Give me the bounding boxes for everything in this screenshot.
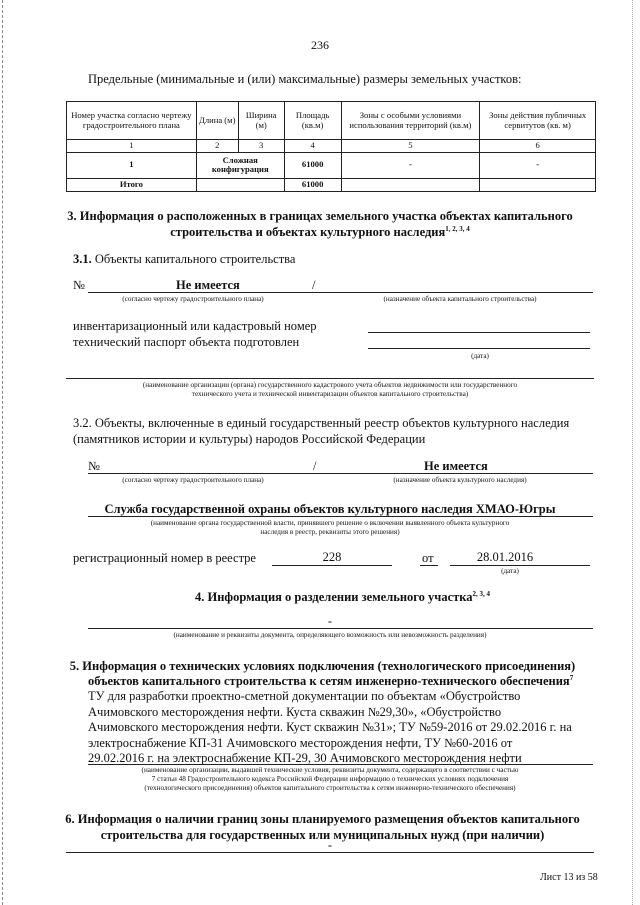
s31-title: 3.1. Объекты капитального строительства bbox=[73, 252, 296, 266]
section5-body-line: электроснабжение КП-31 Ачимовского месторождения нефти, ТУ №60-2016 от bbox=[88, 735, 513, 750]
table-cell: 61000 bbox=[284, 178, 341, 191]
table-row bbox=[67, 140, 596, 153]
table-cell bbox=[341, 178, 480, 191]
s31-not-present: Не имеется bbox=[176, 278, 240, 292]
s32-reg-label: регистрационный номер в реестре bbox=[73, 551, 256, 565]
s32-authority: Служба государственной охраны объектов культурного наследия ХМАО-Югры bbox=[104, 502, 556, 516]
section5-body-line: Ачимовского месторождения нефти. Куста скважин №29,30», «Обустройство bbox=[88, 704, 502, 719]
land-plot-sizes-table bbox=[66, 101, 596, 192]
page-number: 236 bbox=[311, 38, 329, 52]
table-cell: 3 bbox=[238, 140, 284, 153]
table-cell: 6 bbox=[480, 140, 596, 153]
table-row bbox=[67, 178, 596, 191]
table-row bbox=[67, 152, 596, 178]
s31-cap-right: (назначение объекта капитального строительства) bbox=[383, 295, 537, 303]
s32-authority-caption-line2: наследия в реестр, реквизиты этого решения) bbox=[260, 528, 400, 536]
table-header-cell: Зоны с особыми условиями использования территорий (кв.м) bbox=[341, 102, 480, 140]
section4-title: 4. Информация о разделении земельного участка$^{2, 3, 4}$ bbox=[195, 590, 491, 605]
s32-slash: / bbox=[313, 459, 317, 473]
section5-caption-line3: (технологического присоединения) объектов капитального строительства к сетям инженерно-технического обеспечения) bbox=[144, 784, 516, 792]
s31-inventory-label: инвентаризационный или кадастровый номер bbox=[73, 319, 317, 333]
table-cell: - bbox=[480, 152, 596, 178]
s32-reg-date: 28.01.2016 bbox=[476, 550, 534, 564]
section5-caption-line1: (наименование организации, выдавшей технические условия, реквизиты документа, содержащего в соответствии с частью bbox=[141, 766, 519, 774]
table-cell: Сложная конфигурация bbox=[196, 152, 284, 178]
s32-title-line1: 3.2. Объекты, включенные в единый государственный реестр объектов культурного наследия bbox=[73, 416, 570, 430]
s32-date-caption: (дата) bbox=[501, 567, 519, 575]
s32-cap-right: (назначение объекта культурного наследия) bbox=[393, 476, 527, 484]
intro-text: Предельные (минимальные и (или) максимальные) размеры земельных участков: bbox=[88, 72, 522, 86]
s31-cap-left: (согласно чертежу градостроительного плана) bbox=[122, 295, 264, 303]
table-header-cell: Номер участка согласно чертежу градостроительного плана bbox=[67, 102, 197, 140]
section5-body bbox=[88, 689, 598, 767]
section5-body-line: Ачимовского месторождения нефти. Куст скважин №31»; ТУ №59-2016 от 29.02.2016 г. на bbox=[88, 720, 572, 734]
section4-value: - bbox=[327, 614, 333, 628]
table-cell: 1 bbox=[67, 140, 197, 153]
s32-no-sign: № bbox=[88, 459, 100, 473]
s31-org-caption-line2: технического учета и технической инвентаризации объектов капитального строительства) bbox=[191, 390, 469, 398]
s32-title-line2: (памятников истории и культуры) народов Российской Федерации bbox=[73, 432, 426, 446]
section6-title-line2: строительства для государственных или муниципальных нужд (при наличии) bbox=[100, 828, 545, 842]
table-cell: Итого bbox=[67, 178, 197, 191]
section5-title-line2: объектов капитального строительства к сетям инженерно-технического обеспечения$^7$ bbox=[88, 674, 574, 689]
footer-sheet-number: Лист 13 из 58 bbox=[540, 872, 598, 883]
s32-authority-caption-line1: (наименование органа государственной власти, принявшего решение о включении выявленного объекта культурного bbox=[150, 519, 510, 527]
section6-value: - bbox=[327, 838, 333, 852]
table-header-row bbox=[67, 102, 596, 140]
left-page-edge bbox=[2, 0, 4, 905]
table-cell: 1 bbox=[67, 152, 197, 178]
s32-not-present: Не имеется bbox=[424, 459, 488, 473]
table-cell bbox=[196, 178, 284, 191]
table-header-cell: Зоны действия публичных сервитутов (кв. м) bbox=[480, 102, 596, 140]
table-cell: 61000 bbox=[284, 152, 341, 178]
s31-passport-label: технический паспорт объекта подготовлен bbox=[73, 335, 300, 349]
table-cell bbox=[480, 178, 596, 191]
section5-caption-line2: 7 статьи 48 Градостроительного кодекса Российской Федерации информацию о технических условиях подключения bbox=[151, 775, 509, 783]
s31-no-sign: № bbox=[73, 278, 85, 292]
table-cell: 4 bbox=[284, 140, 341, 153]
table-header-cell: Площадь (кв.м) bbox=[284, 102, 341, 140]
table-cell: - bbox=[341, 152, 480, 178]
section6-title-line1: 6. Информация о наличии границ зоны планируемого размещения объектов капитального bbox=[65, 812, 580, 826]
section3-title-line1: 3. Информация о расположенных в границах земельного участка объектах капитального bbox=[67, 209, 573, 223]
table-cell: 5 bbox=[341, 140, 480, 153]
section3-title-line2: строительства и объектах культурного наследия$^{1, 2, 3, 4}$ bbox=[170, 225, 470, 240]
table-cell: 2 bbox=[196, 140, 238, 153]
s31-date-caption: (дата) bbox=[471, 352, 489, 360]
s32-reg-number: 228 bbox=[322, 550, 342, 564]
s32-cap-left: (согласно чертежу градостроительного плана) bbox=[122, 476, 264, 484]
right-page-edge bbox=[632, 0, 634, 905]
section5-title-line1: 5. Информация о технических условиях подключения (технологического присоединения) bbox=[69, 659, 576, 673]
section5-body-line: ТУ для разработки проектно-сметной документации по объектам «Обустройство bbox=[88, 689, 521, 703]
section5-body-line: 29.02.2016 г. на электроснабжение КП-29, 30 Ачимовского месторождения нефти bbox=[88, 751, 522, 765]
s31-slash: / bbox=[312, 278, 316, 292]
s31-org-caption-line1: (наименование организации (органа) государственного кадастрового учета объектов недвижимости или государственного bbox=[142, 381, 518, 389]
table-header-cell: Ширина (м) bbox=[238, 102, 284, 140]
table-header-cell: Длина (м) bbox=[196, 102, 238, 140]
s32-from: от bbox=[422, 551, 434, 565]
section4-caption: (наименование и реквизиты документа, определяющего возможность или невозможность разделения) bbox=[173, 631, 487, 639]
